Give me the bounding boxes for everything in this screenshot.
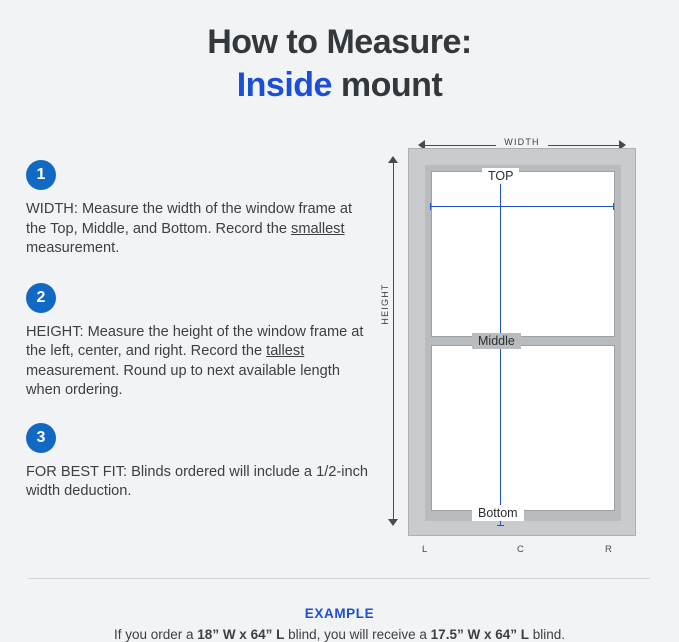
blue-height-measure-line — [500, 176, 501, 526]
step-3-text — [26, 463, 374, 502]
footer-divider — [28, 578, 650, 579]
height-arrow-up-head-icon — [388, 156, 398, 163]
height-arrow-down-head-icon — [388, 519, 398, 526]
example-title: EXAMPLE — [304, 606, 375, 621]
title-line-2 — [0, 64, 679, 106]
axis-label-right: R — [605, 544, 613, 555]
step-1-body-2: measurement. — [26, 240, 120, 256]
step-2-body-1: Measure the height of the window frame at the left, center, and right. Record the — [26, 323, 364, 359]
step-2 — [26, 283, 374, 401]
step-3 — [26, 423, 374, 502]
label-top: TOP — [482, 168, 519, 184]
step-1-body-1: Measure the width of the window frame at the Top, Middle, and Bottom. Record the — [26, 201, 353, 237]
blue-width-cap-left — [430, 203, 431, 210]
step-2-body-2: measurement. Round up to next available length when ordering. — [26, 362, 340, 398]
example-receive-size: 17.5” W x 64” L — [430, 627, 529, 642]
label-bottom: Bottom — [472, 505, 524, 521]
label-middle: Middle — [472, 333, 521, 349]
example-text — [0, 627, 679, 642]
height-arrow-line — [393, 162, 394, 520]
step-2-text — [26, 323, 374, 401]
page-title — [0, 22, 679, 106]
step-3-badge: 3 — [26, 423, 56, 453]
steps-list — [26, 160, 374, 520]
blue-height-cap-bottom — [497, 525, 504, 526]
height-dimension-arrow — [386, 156, 400, 526]
height-dimension-label: HEIGHT — [380, 283, 390, 325]
step-2-badge: 2 — [26, 283, 56, 313]
axis-label-center: C — [517, 544, 525, 555]
window-pane-bottom — [431, 345, 615, 511]
step-3-lead: FOR BEST FIT: — [26, 463, 128, 480]
window-pane-top — [431, 171, 615, 337]
window-diagram — [378, 132, 658, 562]
width-dimension-label: WIDTH — [496, 137, 548, 147]
blue-width-cap-right — [613, 203, 614, 210]
title-line-1: How to Measure: — [207, 23, 472, 61]
step-2-lead: HEIGHT: — [26, 323, 84, 340]
step-1-emphasis: smallest — [291, 220, 345, 237]
example-text-after: blind. — [528, 627, 565, 642]
title-accent-word: Inside — [236, 66, 332, 104]
step-1-text — [26, 200, 374, 259]
title-mount-word: mount — [331, 66, 443, 104]
step-2-emphasis: tallest — [266, 343, 305, 359]
example-order-size: 18” W x 64” L — [197, 627, 285, 642]
step-1 — [26, 160, 374, 259]
axis-label-left: L — [422, 544, 428, 555]
example-text-before: If you order a — [114, 627, 198, 642]
step-3-body-1: Blinds ordered will include a 1/2-inch width deduction. — [26, 463, 369, 499]
example-text-middle: blind, you will receive a — [284, 627, 431, 642]
step-1-badge: 1 — [26, 160, 56, 190]
blue-width-measure-line — [430, 206, 614, 207]
step-1-lead: WIDTH: — [26, 201, 78, 217]
